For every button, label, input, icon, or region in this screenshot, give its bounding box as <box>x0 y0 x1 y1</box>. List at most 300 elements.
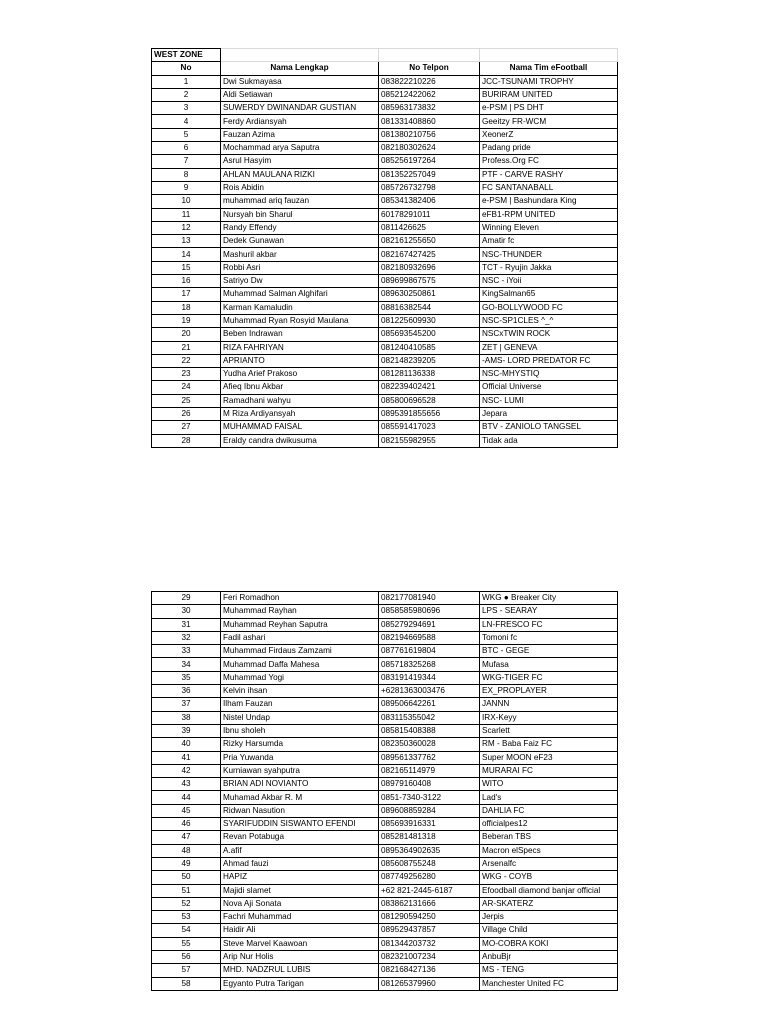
cell-no: 36 <box>152 685 221 698</box>
cell-team: -AMS- LORD PREDATOR FC <box>480 354 618 367</box>
table-row <box>152 685 618 698</box>
cell-no: 6 <box>152 142 221 155</box>
table-row <box>152 208 618 221</box>
cell-phone: 082239402421 <box>379 381 480 394</box>
cell-no: 53 <box>152 911 221 924</box>
table-row <box>152 408 618 421</box>
cell-team: Amatir fc <box>480 235 618 248</box>
cell-phone: 089529437857 <box>379 924 480 937</box>
table-row <box>152 261 618 274</box>
cell-team: LN-FRESCO FC <box>480 618 618 631</box>
cell-team: KingSalman65 <box>480 288 618 301</box>
cell-team: JANNN <box>480 698 618 711</box>
cell-no: 18 <box>152 301 221 314</box>
cell-phone: 081352257049 <box>379 168 480 181</box>
cell-phone: 082180302624 <box>379 142 480 155</box>
cell-team: TCT - Ryujin Jakka <box>480 261 618 274</box>
cell-phone: 085726732798 <box>379 181 480 194</box>
cell-name: Randy Effendy <box>221 221 379 234</box>
cell-phone: 085800696528 <box>379 394 480 407</box>
cell-name: Muhammad Rayhan <box>221 605 379 618</box>
cell-phone: 083862131666 <box>379 897 480 910</box>
cell-name: A.afif <box>221 844 379 857</box>
cell-team: Village Child <box>480 924 618 937</box>
table-row <box>152 394 618 407</box>
cell-team: NSC-MHYSTIQ <box>480 368 618 381</box>
cell-team: Arsenalfc <box>480 857 618 870</box>
cell-team: Macron elSpecs <box>480 844 618 857</box>
header-no: No <box>152 62 221 75</box>
cell-team: NSC-THUNDER <box>480 248 618 261</box>
cell-no: 23 <box>152 368 221 381</box>
cell-no: 24 <box>152 381 221 394</box>
table-row <box>152 871 618 884</box>
cell-no: 34 <box>152 658 221 671</box>
cell-phone: 081225609930 <box>379 314 480 327</box>
table-row <box>152 605 618 618</box>
cell-name: Ibnu sholeh <box>221 724 379 737</box>
cell-name: Arip Nur Holis <box>221 951 379 964</box>
cell-team: NSC - iYoii <box>480 275 618 288</box>
table-row <box>152 288 618 301</box>
cell-no: 3 <box>152 102 221 115</box>
table-row <box>152 235 618 248</box>
cell-no: 28 <box>152 434 221 447</box>
cell-name: HAPIZ <box>221 871 379 884</box>
cell-no: 29 <box>152 592 221 605</box>
cell-no: 37 <box>152 698 221 711</box>
cell-phone: 083191419344 <box>379 671 480 684</box>
cell-no: 4 <box>152 115 221 128</box>
cell-phone: 085718325268 <box>379 658 480 671</box>
cell-phone: 083822210226 <box>379 75 480 88</box>
cell-no: 20 <box>152 328 221 341</box>
cell-team: IRX-Keyy <box>480 711 618 724</box>
cell-no: 40 <box>152 738 221 751</box>
cell-name: Majidi slamet <box>221 884 379 897</box>
header-name: Nama Lengkap <box>221 62 379 75</box>
table-row <box>152 142 618 155</box>
table-row <box>152 354 618 367</box>
cell-team: Jepara <box>480 408 618 421</box>
cell-phone: 08816382544 <box>379 301 480 314</box>
table-row <box>152 168 618 181</box>
cell-name: Muhammad Daffa Mahesa <box>221 658 379 671</box>
cell-name: RIZA FAHRIYAN <box>221 341 379 354</box>
table-row <box>152 791 618 804</box>
table-row <box>152 844 618 857</box>
cell-name: Egyanto Putra Tarigan <box>221 977 379 990</box>
cell-team: MS - TENG <box>480 964 618 977</box>
cell-no: 57 <box>152 964 221 977</box>
cell-name: Eraldy candra dwikusuma <box>221 434 379 447</box>
table-row <box>152 248 618 261</box>
cell-no: 9 <box>152 181 221 194</box>
cell-team: DAHLIA FC <box>480 804 618 817</box>
cell-team: BTV - ZANIOLO TANGSEL <box>480 421 618 434</box>
cell-team: XeonerZ <box>480 128 618 141</box>
table-row <box>152 751 618 764</box>
cell-name: Muhammad Reyhan Saputra <box>221 618 379 631</box>
table-row <box>152 421 618 434</box>
cell-team: Beberan TBS <box>480 831 618 844</box>
header-team: Nama Tim eFootball <box>480 62 618 75</box>
table-row <box>152 724 618 737</box>
cell-name: Haidir Ali <box>221 924 379 937</box>
cell-phone: 081344203732 <box>379 937 480 950</box>
cell-team: Super MOON eF23 <box>480 751 618 764</box>
cell-no: 31 <box>152 618 221 631</box>
cell-no: 56 <box>152 951 221 964</box>
cell-team: Lad's <box>480 791 618 804</box>
cell-no: 49 <box>152 857 221 870</box>
cell-name: Ahmad fauzi <box>221 857 379 870</box>
cell-no: 33 <box>152 645 221 658</box>
cell-team: NSC-SP1CLES ^_^ <box>480 314 618 327</box>
cell-team: BTC - GEGE <box>480 645 618 658</box>
cell-phone: 082155982955 <box>379 434 480 447</box>
cell-team: Padang pride <box>480 142 618 155</box>
cell-phone: 089699867575 <box>379 275 480 288</box>
cell-phone: +6281363003476 <box>379 685 480 698</box>
cell-no: 30 <box>152 605 221 618</box>
cell-name: Yudha Arief Prakoso <box>221 368 379 381</box>
table-row <box>152 181 618 194</box>
cell-no: 43 <box>152 778 221 791</box>
cell-no: 25 <box>152 394 221 407</box>
cell-name: Aldi Setiawan <box>221 88 379 101</box>
table-row <box>152 592 618 605</box>
cell-name: MHD. NADZRUL LUBIS <box>221 964 379 977</box>
table-row <box>152 301 618 314</box>
cell-no: 58 <box>152 977 221 990</box>
cell-phone: 081331408860 <box>379 115 480 128</box>
cell-no: 50 <box>152 871 221 884</box>
cell-phone: 089630250861 <box>379 288 480 301</box>
table-row <box>152 911 618 924</box>
cell-team: WITO <box>480 778 618 791</box>
cell-no: 22 <box>152 354 221 367</box>
cell-team: JCC-TSUNAMI TROPHY <box>480 75 618 88</box>
table-row <box>152 671 618 684</box>
cell-name: Asrul Hasyim <box>221 155 379 168</box>
cell-phone: 081240410585 <box>379 341 480 354</box>
empty-cell <box>480 49 618 62</box>
cell-name: Fadil ashari <box>221 631 379 644</box>
cell-name: M Riza Ardiyansyah <box>221 408 379 421</box>
header-phone: No Telpon <box>379 62 480 75</box>
cell-phone: 082165114979 <box>379 764 480 777</box>
cell-no: 39 <box>152 724 221 737</box>
table-row <box>152 924 618 937</box>
cell-name: Beben Indrawan <box>221 328 379 341</box>
zone-title-row <box>152 49 618 62</box>
cell-name: muhammad ariq fauzan <box>221 195 379 208</box>
cell-no: 5 <box>152 128 221 141</box>
cell-team: Profess.Org FC <box>480 155 618 168</box>
cell-no: 21 <box>152 341 221 354</box>
cell-no: 47 <box>152 831 221 844</box>
cell-no: 13 <box>152 235 221 248</box>
cell-phone: 085279294691 <box>379 618 480 631</box>
table-row <box>152 75 618 88</box>
cell-name: Dedek Gunawan <box>221 235 379 248</box>
table-row <box>152 221 618 234</box>
cell-team: Efoodball diamond banjar official <box>480 884 618 897</box>
cell-phone: 089506642261 <box>379 698 480 711</box>
cell-no: 35 <box>152 671 221 684</box>
cell-name: Karman Kamaludin <box>221 301 379 314</box>
cell-name: Steve Marvel Kaawoan <box>221 937 379 950</box>
table-row <box>152 102 618 115</box>
cell-team: PTF - CARVE RASHY <box>480 168 618 181</box>
cell-no: 17 <box>152 288 221 301</box>
cell-team: e-PSM | Bashundara King <box>480 195 618 208</box>
cell-no: 41 <box>152 751 221 764</box>
cell-phone: 082177081940 <box>379 592 480 605</box>
cell-phone: 085591417023 <box>379 421 480 434</box>
cell-name: Muhammad Yogi <box>221 671 379 684</box>
cell-phone: 082167427425 <box>379 248 480 261</box>
cell-phone: 085693916331 <box>379 818 480 831</box>
cell-phone: 085256197264 <box>379 155 480 168</box>
cell-team: Tomoni fc <box>480 631 618 644</box>
cell-no: 55 <box>152 937 221 950</box>
cell-name: Ilham Fauzan <box>221 698 379 711</box>
cell-name: SYARIFUDDIN SISWANTO EFENDI <box>221 818 379 831</box>
cell-name: Feri Romadhon <box>221 592 379 605</box>
cell-phone: 085212422062 <box>379 88 480 101</box>
cell-no: 8 <box>152 168 221 181</box>
cell-phone: 081380210756 <box>379 128 480 141</box>
cell-no: 54 <box>152 924 221 937</box>
cell-name: Robbi Asri <box>221 261 379 274</box>
cell-name: Mochammad arya Saputra <box>221 142 379 155</box>
cell-no: 27 <box>152 421 221 434</box>
cell-phone: 081265379960 <box>379 977 480 990</box>
cell-name: Ferdy Ardiansyah <box>221 115 379 128</box>
participants-table-continued <box>151 591 618 991</box>
cell-name: Fauzan Azima <box>221 128 379 141</box>
table-row <box>152 764 618 777</box>
empty-cell <box>379 49 480 62</box>
cell-name: Fachri Muhammad <box>221 911 379 924</box>
cell-team: eFB1-RPM UNITED <box>480 208 618 221</box>
cell-phone: 082321007234 <box>379 951 480 964</box>
cell-phone: 085963173832 <box>379 102 480 115</box>
participants-table-west-zone <box>151 48 618 448</box>
cell-phone: 081290594250 <box>379 911 480 924</box>
cell-phone: 082180932696 <box>379 261 480 274</box>
cell-name: BRIAN ADI NOVIANTO <box>221 778 379 791</box>
cell-name: Ridwan Nasution <box>221 804 379 817</box>
cell-team: Tidak ada <box>480 434 618 447</box>
table-row <box>152 831 618 844</box>
cell-name: Kurniawan syahputra <box>221 764 379 777</box>
table-row <box>152 381 618 394</box>
cell-name: APRIANTO <box>221 354 379 367</box>
cell-name: MUHAMMAD FAISAL <box>221 421 379 434</box>
table-row <box>152 434 618 447</box>
table-row <box>152 804 618 817</box>
cell-name: Mashuril akbar <box>221 248 379 261</box>
cell-name: Rois Abidin <box>221 181 379 194</box>
table-row <box>152 645 618 658</box>
cell-phone: 085608755248 <box>379 857 480 870</box>
cell-no: 14 <box>152 248 221 261</box>
cell-team: Manchester United FC <box>480 977 618 990</box>
cell-phone: 085693545200 <box>379 328 480 341</box>
cell-phone: 0858585980696 <box>379 605 480 618</box>
table-row <box>152 631 618 644</box>
cell-team: e-PSM | PS DHT <box>480 102 618 115</box>
cell-team: Jerpis <box>480 911 618 924</box>
cell-phone: 60178291011 <box>379 208 480 221</box>
cell-name: Muhamad Akbar R. M <box>221 791 379 804</box>
cell-phone: +62 821-2445-6187 <box>379 884 480 897</box>
cell-name: Pria Yuwanda <box>221 751 379 764</box>
cell-team: Official Universe <box>480 381 618 394</box>
cell-no: 7 <box>152 155 221 168</box>
cell-phone: 083115355042 <box>379 711 480 724</box>
cell-team: Geeitzy FR-WCM <box>480 115 618 128</box>
cell-name: Kelvin ihsan <box>221 685 379 698</box>
cell-name: Muhammad Firdaus Zamzami <box>221 645 379 658</box>
cell-team: EX_PROPLAYER <box>480 685 618 698</box>
table-row <box>152 778 618 791</box>
cell-team: GO-BOLLYWOOD FC <box>480 301 618 314</box>
cell-name: SUWERDY DWINANDAR GUSTIAN <box>221 102 379 115</box>
cell-team: LPS - SEARAY <box>480 605 618 618</box>
cell-no: 32 <box>152 631 221 644</box>
cell-team: AR-SKATERZ <box>480 897 618 910</box>
cell-name: Ramadhani wahyu <box>221 394 379 407</box>
cell-phone: 0895391855656 <box>379 408 480 421</box>
cell-team: NSC- LUMI <box>480 394 618 407</box>
cell-phone: 082148239205 <box>379 354 480 367</box>
cell-team: WKG ● Breaker City <box>480 592 618 605</box>
cell-phone: 082161255650 <box>379 235 480 248</box>
cell-no: 10 <box>152 195 221 208</box>
cell-phone: 08979160408 <box>379 778 480 791</box>
table-row <box>152 618 618 631</box>
cell-no: 2 <box>152 88 221 101</box>
table-row <box>152 658 618 671</box>
cell-no: 12 <box>152 221 221 234</box>
cell-team: MO-COBRA KOKI <box>480 937 618 950</box>
cell-no: 42 <box>152 764 221 777</box>
cell-no: 19 <box>152 314 221 327</box>
cell-phone: 087749256280 <box>379 871 480 884</box>
table-row <box>152 341 618 354</box>
cell-phone: 087761619804 <box>379 645 480 658</box>
cell-team: Winning Eleven <box>480 221 618 234</box>
cell-team: BURIRAM UNITED <box>480 88 618 101</box>
cell-no: 26 <box>152 408 221 421</box>
cell-team: RM - Baba Faiz FC <box>480 738 618 751</box>
table-row <box>152 977 618 990</box>
table-row <box>152 698 618 711</box>
cell-team: ZET | GENEVA <box>480 341 618 354</box>
table-row <box>152 195 618 208</box>
cell-name: Afieq Ibnu Akbar <box>221 381 379 394</box>
cell-name: Revan Potabuga <box>221 831 379 844</box>
cell-team: WKG-TIGER FC <box>480 671 618 684</box>
table-row <box>152 115 618 128</box>
cell-name: AHLAN MAULANA RIZKI <box>221 168 379 181</box>
cell-name: Dwi Sukmayasa <box>221 75 379 88</box>
cell-team: WKG - COYB <box>480 871 618 884</box>
cell-name: Nistel Undap <box>221 711 379 724</box>
cell-team: Scarlett <box>480 724 618 737</box>
cell-phone: 082168427136 <box>379 964 480 977</box>
cell-no: 44 <box>152 791 221 804</box>
cell-phone: 085815408388 <box>379 724 480 737</box>
table-row <box>152 951 618 964</box>
table-row <box>152 818 618 831</box>
cell-name: Rizky Harsumda <box>221 738 379 751</box>
cell-phone: 0895364902635 <box>379 844 480 857</box>
cell-team: MURARAI FC <box>480 764 618 777</box>
cell-name: Nursyah bin Sharul <box>221 208 379 221</box>
cell-phone: 0811426625 <box>379 221 480 234</box>
cell-name: Muhammad Ryan Rosyid Maulana <box>221 314 379 327</box>
cell-phone: 085281481318 <box>379 831 480 844</box>
cell-no: 45 <box>152 804 221 817</box>
cell-no: 48 <box>152 844 221 857</box>
cell-team: FC SANTANABALL <box>480 181 618 194</box>
cell-phone: 089561337762 <box>379 751 480 764</box>
table-row <box>152 88 618 101</box>
cell-phone: 082194669588 <box>379 631 480 644</box>
cell-team: officialpes12 <box>480 818 618 831</box>
cell-no: 16 <box>152 275 221 288</box>
table-row <box>152 738 618 751</box>
cell-name: Muhammad Salman Alghifari <box>221 288 379 301</box>
table-row <box>152 275 618 288</box>
cell-no: 1 <box>152 75 221 88</box>
table-row <box>152 328 618 341</box>
cell-team: NSCxTWIN ROCK <box>480 328 618 341</box>
cell-no: 15 <box>152 261 221 274</box>
cell-phone: 082350360028 <box>379 738 480 751</box>
cell-team: AnbuBjr <box>480 951 618 964</box>
cell-phone: 089608859284 <box>379 804 480 817</box>
table-row <box>152 128 618 141</box>
table-row <box>152 368 618 381</box>
cell-phone: 0851-7340-3122 <box>379 791 480 804</box>
cell-team: Mufasa <box>480 658 618 671</box>
cell-phone: 085341382406 <box>379 195 480 208</box>
table-row <box>152 155 618 168</box>
table-row <box>152 857 618 870</box>
cell-no: 11 <box>152 208 221 221</box>
cell-no: 52 <box>152 897 221 910</box>
cell-phone: 081281136338 <box>379 368 480 381</box>
cell-no: 51 <box>152 884 221 897</box>
zone-title: WEST ZONE <box>152 49 221 62</box>
table-row <box>152 964 618 977</box>
cell-name: Satriyo Dw <box>221 275 379 288</box>
table-row <box>152 314 618 327</box>
table-header-row <box>152 62 618 75</box>
table-row <box>152 897 618 910</box>
empty-cell <box>221 49 379 62</box>
table-row <box>152 884 618 897</box>
cell-name: Nova Aji Sonata <box>221 897 379 910</box>
table-row <box>152 937 618 950</box>
table-row <box>152 711 618 724</box>
